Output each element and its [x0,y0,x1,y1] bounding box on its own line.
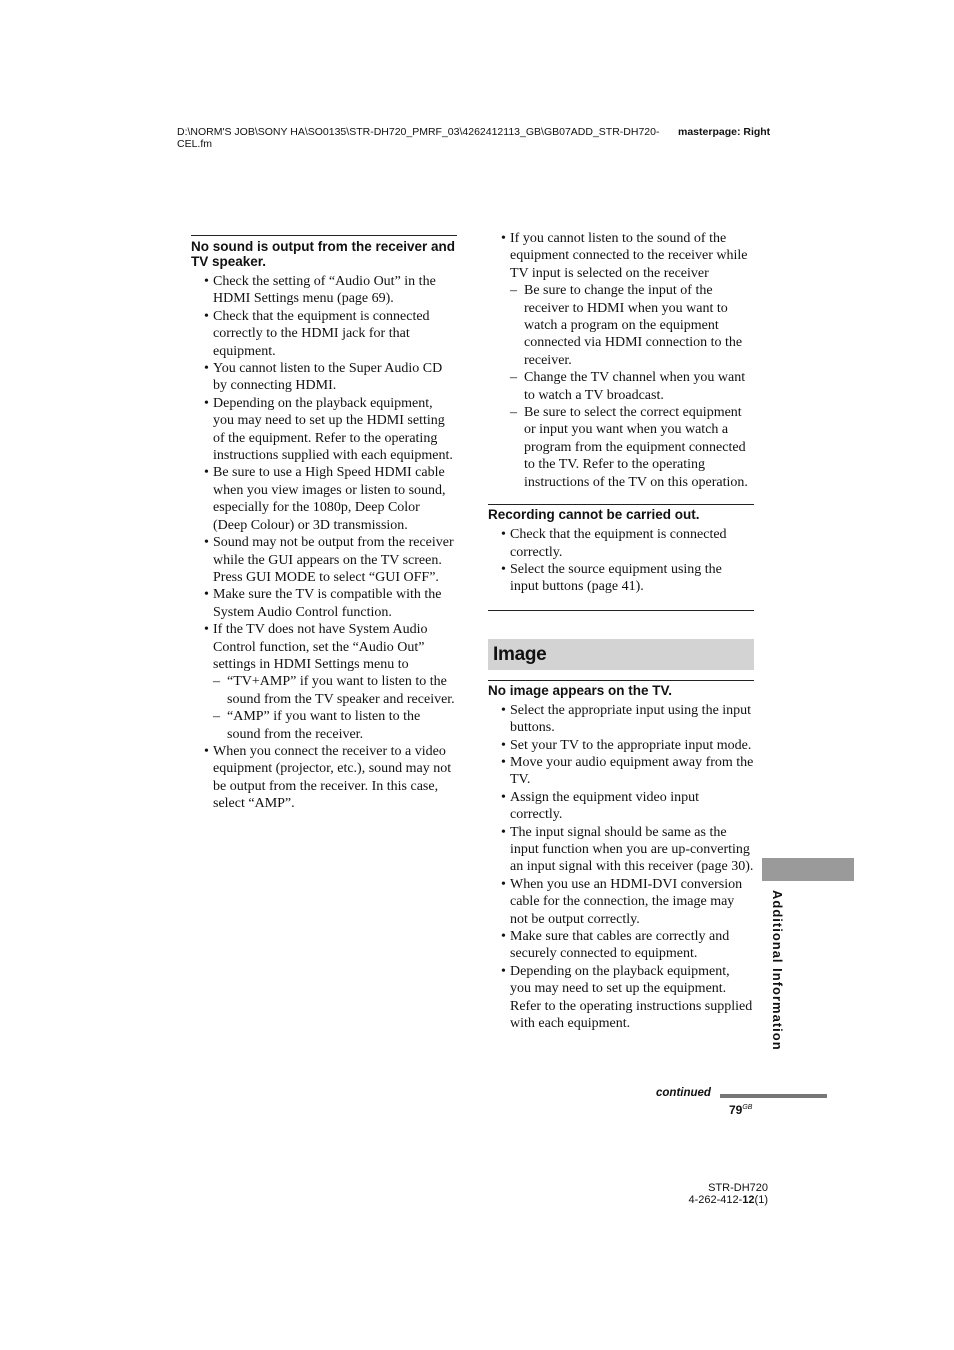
section-rule [488,680,754,681]
list-item: • Depending on the playback equipment, you may need to set up the HDMI setting of the equipment. Refer to the operating instructions supplied with each equipment. [191,395,457,465]
list-item: • Be sure to use a High Speed HDMI cable when you view images or listen to sound, especially for the 1080p, Deep Color (Deep Colour) or 3D transmission. [191,464,457,534]
page-number-value: 79 [729,1103,743,1117]
list-item-text: If you cannot listen to the sound of the equipment connected to the receiver while TV input is selected on the receiver [510,231,748,281]
list-item: • Make sure the TV is compatible with the System Audio Control function. [191,586,457,621]
left-column [191,235,457,813]
list-item [191,621,457,743]
sub-list-item: – Change the TV channel when you want to watch a TV broadcast. [510,369,754,404]
page-number [729,1103,752,1117]
list-item: • Move your audio equipment away from the TV. [488,754,754,789]
sub-list-item: – “AMP” if you want to listen to the sound from the receiver. [213,708,457,743]
header-file-path: D:\NORM'S JOB\SONY HA\SO0135\STR-DH720_PMRF_03\4262412113_GB\GB07ADD_STR-DH720-CEL.fm [177,126,660,150]
footer-code [686,1194,768,1206]
list-item: • Make sure that cables are correctly and securely connected to equipment. [488,928,754,963]
no-sound-list [191,273,457,813]
sub-list-item: – “TV+AMP” if you want to listen to the sound from the TV speaker and receiver. [213,673,457,708]
list-item: • Select the appropriate input using the input buttons. [488,702,754,737]
page-number-suffix: GB [742,1104,753,1111]
list-item: • Select the source equipment using the input buttons (page 41). [488,561,754,596]
no-image-list [488,702,754,1033]
heading-no-image: No image appears on the TV. [488,682,673,698]
list-item: • When you connect the receiver to a video equipment (projector, etc.), sound may not be output from the receiver. In this case, select “AMP”. [191,743,457,813]
continued-label: continued [656,1087,711,1099]
side-tab-marker [762,858,854,881]
recording-list [488,526,754,596]
section-title-image: Image [488,639,754,670]
footer-code-suffix: (1) [754,1194,768,1206]
footer-model: STR-DH720 [708,1182,768,1194]
list-item: • Assign the equipment video input correctly. [488,789,754,824]
section-rule [488,610,754,611]
footer-model-code [686,1182,768,1206]
list-item: • Check that the equipment is connected correctly. [488,526,754,561]
footer-code-bold: 12 [742,1194,755,1206]
sub-list-item: – Be sure to select the correct equipment or input you want when you watch a program from the equipment connected to the TV. Refer to the operating instructions of the TV on this operation. [510,404,754,491]
list-item: • Check the setting of “Audio Out” in the HDMI Settings menu (page 69). [191,273,457,308]
tv-input-list [488,230,754,491]
list-item: • Check that the equipment is connected correctly to the HDMI jack for that equipment. [191,308,457,360]
section-rule [191,235,457,236]
sub-list-item: – Be sure to change the input of the receiver to HDMI when you want to watch a program on the equipment connected via HDMI connection to the receiver. [510,282,754,369]
list-item: • You cannot listen to the Super Audio CD by connecting HDMI. [191,360,457,395]
heading-no-sound: No sound is output from the receiver and TV speaker. [191,239,456,269]
sub-list [510,282,754,491]
list-item: • Sound may not be output from the receiver while the GUI appears on the TV screen. Press GUI MODE to select “GUI OFF”. [191,534,457,586]
list-item [488,230,754,491]
list-item: • Depending on the playback equipment, you may need to set up the equipment. Refer to the operating instructions supplied with each equipment. [488,963,754,1033]
side-tab-label: Additional Information [770,890,785,1051]
heading-recording: Recording cannot be carried out. [488,507,700,523]
right-column [488,230,754,1032]
list-item: • The input signal should be same as the input function when you are up-converting an input signal with this receiver (page 30). [488,824,754,876]
continued-rule [720,1094,827,1098]
section-rule [488,504,754,505]
list-item: • Set your TV to the appropriate input mode. [488,737,754,754]
footer-code-prefix: 4-262-412- [688,1194,743,1206]
sub-list [213,673,457,743]
list-item: • When you use an HDMI-DVI conversion cable for the connection, the image may not be output correctly. [488,876,754,928]
header-masterpage: masterpage: Right [678,126,771,138]
list-item-text: If the TV does not have System Audio Control function, set the “Audio Out” settings in HDMI Settings menu to [213,622,428,672]
